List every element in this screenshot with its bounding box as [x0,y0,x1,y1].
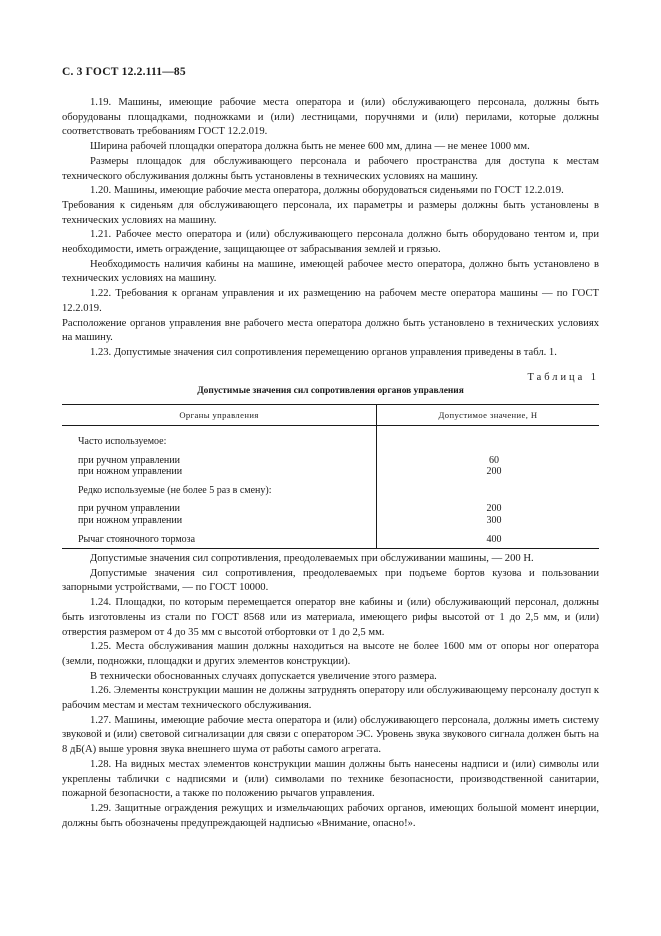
paragraph-height-exception: В технически обоснованных случаях допускается увеличение этого размера. [90,670,437,682]
row-value: 200 [486,466,502,478]
paragraph-1-29: 1.29. Защитные ограждения режущих и измельчающих рабочих органов, имеющих большой момент инерции, должны быть обозначены предупреждающей надписью «Внимание, опасно!». [62,802,599,829]
row-value: 400 [377,534,600,549]
table-row [62,426,599,448]
paragraph-1-25: 1.25. Места обслуживания машин должны находиться на высоте не более 1600 мм от опоры ног оператора (земли, подножки, площадки и других элементов конструкции). [62,641,599,667]
table-title: Допустимые значения сил сопротивления органов управления [197,386,464,396]
paragraph-cabin-need: Необходимость наличия кабины на машине, имеющей рабочее место оператора, должно быть установлено в технических условиях на машину. [62,258,599,285]
column-header-controls: Органы управления [62,405,377,426]
paragraph-1-19: 1.19. Машины, имеющие рабочие места оператора и (или) обслуживающего персонала, должны быть оборудованы площадками, подножками и (или) лестницами, поручнями и (или) перилами, которые должны соответствовать требованиям ГОСТ 12.2.019. [62,97,599,138]
paragraph-1-23: 1.23. Допустимые значения сил сопротивления перемещению органов управления приведены в табл. 1. [90,346,557,358]
table-header-row [62,405,599,426]
row-value: 60 [489,454,499,466]
row-value: 200 [486,503,502,515]
paragraph-service-forces: Допустимые значения сил сопротивления, преодолеваемых при обслуживании машины, — 200 Н. [90,553,534,564]
paragraph-controls-location: Расположение органов управления вне рабочего места оператора должно быть установлено в технических условиях на машину. [62,317,599,344]
paragraph-platform-sizes: Размеры площадок для обслуживающего персонала и рабочего пространства для доступа к местам технического обслуживания должны быть установлены в технических условиях на машину. [62,155,599,182]
body-text-bottom [62,552,599,831]
table-row [62,466,599,478]
paragraph-board-forces: Допустимые значения сил сопротивления, преодолеваемых при подъеме бортов кузова и пользовании запорными устройствами, — по ГОСТ 10000. [62,567,599,594]
paragraph-1-26: 1.26. Элементы конструкции машин не должны затруднять оператору или обслуживающему персоналу доступ к рабочим местам и местам технического обслуживания. [62,685,599,712]
paragraph-1-21: 1.21. Рабочее место оператора и (или) обслуживающего персонала должно быть оборудовано тентом и, при необходимости, иметь ограждение, защищающее от забрасывания землей и грязью. [62,229,599,256]
table-row [62,534,599,549]
group-label: Часто используемое: [62,426,377,448]
control-forces-table [62,404,599,549]
row-label: Рычаг стояночного тормоза [62,534,377,549]
row-value: 300 [486,514,502,526]
page-header: С. 3 ГОСТ 12.2.111—85 [62,66,186,78]
paragraph-1-28: 1.28. На видных местах элементов конструкции машин должны быть нанесены надписи и (или) символы или укреплены таблички с надписями и (или) символами по технике безопасности, производственной санитарии, пожарной безопасности, а также по положению рычагов управления. [62,758,599,800]
row-label: при ручном управлении [62,455,377,467]
paragraph-1-20: 1.20. Машины, имеющие рабочие места оператора, должны оборудоваться сиденьями по ГОСТ 12.2.019. [90,185,564,197]
row-label: при ножном управлении [62,515,377,527]
table-number: Таблица 1 [527,372,599,383]
group-label: Редко используемые (не более 5 раз в смену): [62,485,377,497]
table-row [62,485,599,497]
row-label: при ножном управлении [62,466,377,478]
paragraph-1-24: 1.24. Площадки, по которым перемещается оператор вне кабины и (или) обслуживающий персонал, должны быть изготовлены из стали по ГОСТ 8568 или из материала, имеющего рифы высотой от 1 до 2,5 мм, и (или) отверстия размером от 4 до 35 мм с высотой отбортовки от 1 до 2,5 мм. [62,597,599,638]
column-header-value: Допустимое значение, Н [377,405,600,426]
paragraph-platform-width: Ширина рабочей площадки оператора должна быть не менее 600 мм, длина — не менее 1000 мм. [90,141,530,153]
paragraph-1-27: 1.27. Машины, имеющие рабочие места оператора и (или) обслуживающего персонала, должны иметь систему звуковой и (или) световой сигнализации для связи с оператором ЭС. Уровень звука звукового сигнала должен быть на 8 дБ(А) выше уровня звука внешнего шума от работы самого агрегата. [62,714,599,756]
paragraph-1-22: 1.22. Требования к органам управления и их размещению на рабочем месте оператора машины — по ГОСТ 12.2.019. [62,288,599,314]
table-row [62,503,599,515]
row-label: при ручном управлении [62,503,377,515]
table-row [62,455,599,467]
body-text-top [62,96,599,361]
table-row [62,515,599,527]
paragraph-seat-requirements: Требования к сиденьям для обслуживающего персонала, их параметры и размеры должны быть установлены в технических условиях на машину. [62,199,599,226]
